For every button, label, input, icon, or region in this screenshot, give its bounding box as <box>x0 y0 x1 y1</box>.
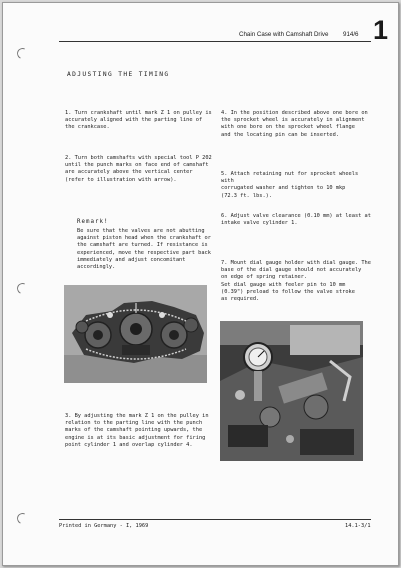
step-7: 7. Mount dial gauge holder with dial gauge. The base of the dial gauge should not accurately on edge of spring retainer. Set dial gauge with feeler pin to 10 mm (0.39") preload to follow the valve stroke as required. <box>221 260 371 303</box>
engine-timing-photo <box>64 285 207 383</box>
footer-page-code: 14.1-3/1 <box>345 523 371 529</box>
step-1: 1. Turn crankshaft until mark Z 1 on pulley is accurately aligned with the parting line of the crankcase. <box>65 110 212 131</box>
dial-gauge-illustration <box>220 321 363 461</box>
step-2: 2. Turn both camshafts with special tool P 202 until the punch marks on face end of camshaft are accurately above the vertical center (refer to illustration with arrow). <box>65 155 212 183</box>
dial-gauge-photo <box>220 321 363 461</box>
step-4: 4. In the position described above one bore on the sprocket wheel is accurately in alignment with one bore on the sprocket wheel flange and the locating pin can be inserted. <box>221 110 368 138</box>
header-divider <box>59 41 371 42</box>
header-group-number: 1 <box>373 15 389 45</box>
step-6: 6. Adjust valve clearance (0.10 mm) at least at intake valve cylinder 1. <box>221 213 371 227</box>
engine-timing-illustration <box>64 285 207 383</box>
header-model-code: 914/6 <box>343 31 359 38</box>
remark-title: Remark! <box>77 219 109 225</box>
remark-text: Be sure that the valves are not abutting against piston head when the crankshaft or the camshaft are turned. If resistance is experienced, move the respective part back immediately and adjust concomitant accordingly. <box>77 228 211 271</box>
punch-hole-top <box>15 46 29 60</box>
step-5: 5. Attach retaining nut for sprocket wheels with corrugated washer and tighten to 10 mkp (72.3 ft. lbs.). <box>221 171 359 199</box>
header-title: Chain Case with Camshaft Drive <box>239 31 329 38</box>
step-3: 3. By adjusting the mark Z 1 on the pulley in relation to the parting line with the punch marks of the camshaft pointing upwards, the engine is at its basic adjustment for firing point cylinder 1 and overlap cylinder 4. <box>65 413 209 448</box>
punch-hole-middle <box>15 281 29 295</box>
footer-printed-note: Printed in Germany - I, 1969 <box>59 523 149 529</box>
manual-page <box>2 2 399 566</box>
footer-divider <box>59 519 371 520</box>
section-title: ADJUSTING THE TIMING <box>67 71 170 78</box>
punch-hole-bottom <box>15 511 29 525</box>
